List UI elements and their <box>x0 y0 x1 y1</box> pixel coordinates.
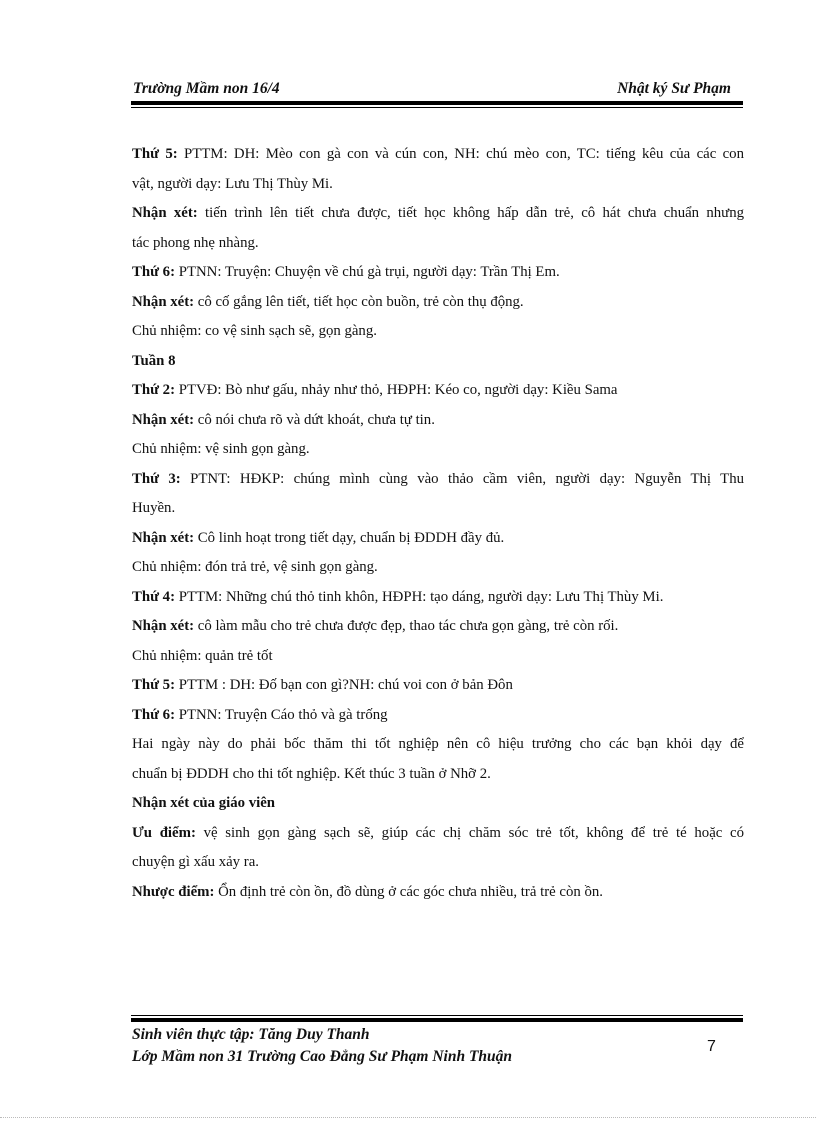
diary-line <box>132 819 744 849</box>
page-bottom-dotted-edge <box>0 1117 816 1118</box>
diary-line <box>132 317 744 347</box>
diary-line-text: chuẩn bị ĐDDH cho thi tốt nghiệp. Kết thúc 3 tuần ở Nhỡ 2. <box>132 765 491 782</box>
diary-line <box>132 494 744 524</box>
diary-line <box>132 760 744 790</box>
diary-line-label: Thứ 5: <box>132 146 178 162</box>
diary-body <box>132 140 744 907</box>
footer-rule-thin <box>131 1015 743 1016</box>
diary-line <box>132 878 744 908</box>
diary-line-label: Thứ 3: <box>132 470 181 487</box>
diary-line <box>132 258 744 288</box>
diary-line <box>132 170 744 200</box>
diary-line-text: cô cố gắng lên tiết, tiết học còn buồn, trẻ còn thụ động. <box>194 293 524 310</box>
diary-line-text: PTNT: HĐKP: chúng mình cùng vào thảo cầm viên, người dạy: Nguyễn Thị Thu <box>180 470 744 487</box>
diary-line <box>132 583 744 613</box>
header-rule-thin <box>131 107 743 108</box>
diary-line-text: PTTM : DH: Đố bạn con gì?NH: chú voi con ở bản Đôn <box>175 677 513 693</box>
diary-line <box>132 199 744 229</box>
diary-line <box>132 524 744 554</box>
header-document-title: Nhật ký Sư Phạm <box>617 80 731 97</box>
diary-line <box>132 701 744 731</box>
diary-line-text: Chủ nhiệm: vệ sinh gọn gàng. <box>132 441 310 457</box>
diary-line-label: Thứ 4: <box>132 588 176 605</box>
diary-line <box>132 848 744 878</box>
footer-student-name: Sinh viên thực tập: Tăng Duy Thanh <box>132 1026 370 1043</box>
diary-line-text: Huyền. <box>132 500 176 516</box>
diary-line-text: Cô linh hoạt trong tiết dạy, chuẩn bị ĐDDH đầy đủ. <box>194 529 505 546</box>
diary-line-label: Thứ 6: <box>132 706 176 723</box>
diary-line <box>132 465 744 495</box>
diary-line-label: Nhận xét của giáo viên <box>132 795 276 811</box>
diary-line <box>132 730 744 760</box>
diary-line-text: vệ sinh gọn gàng sạch sẽ, giúp các chị chăm sóc trẻ tốt, không để trẻ té hoặc có <box>195 824 744 841</box>
diary-line <box>132 671 744 701</box>
page-footer <box>132 1024 512 1068</box>
page-number: 7 <box>707 1038 716 1055</box>
footer-class-school: Lớp Mầm non 31 Trường Cao Đẳng Sư Phạm Ninh Thuận <box>132 1048 513 1065</box>
diary-line-text: Chủ nhiệm: co vệ sinh sạch sẽ, gọn gàng. <box>132 323 377 339</box>
diary-line <box>132 376 744 406</box>
diary-line-text: PTVĐ: Bò như gấu, nhảy như thỏ, HĐPH: Kéo co, người dạy: Kiều Sama <box>175 382 618 398</box>
diary-line-label: Nhận xét: <box>132 411 195 428</box>
diary-line-label: Nhược điểm: <box>132 883 215 900</box>
header-school-name: Trường Mầm non 16/4 <box>133 80 280 97</box>
diary-line-text: Chủ nhiệm: đón trả trẻ, vệ sinh gọn gàng. <box>132 559 378 575</box>
diary-line-text: Chủ nhiệm: quản trẻ tốt <box>132 647 273 664</box>
diary-line-label: Tuần 8 <box>132 352 176 369</box>
diary-line-text: tiến trình lên tiết chưa được, tiết học không hấp dẫn trẻ, cô hát chưa chuẩn nhưng <box>197 205 744 221</box>
diary-line <box>132 789 744 819</box>
diary-line-label: Thứ 5: <box>132 677 176 693</box>
diary-line-label: Nhận xét: <box>132 529 195 546</box>
diary-line-text: PTTM: DH: Mèo con gà con và cún con, NH: chú mèo con, TC: tiếng kêu của các con <box>177 146 744 162</box>
diary-line-text: PTNN: Truyện Cáo thỏ và gà trống <box>175 706 388 723</box>
diary-line-text: PTTM: Những chú thỏ tinh khôn, HĐPH: tạo dáng, người dạy: Lưu Thị Thùy Mi. <box>175 588 664 605</box>
diary-line <box>132 347 744 377</box>
footer-rule-thick <box>131 1018 743 1022</box>
diary-line-label: Nhận xét: <box>132 618 195 634</box>
diary-line-label: Thứ 6: <box>132 264 176 280</box>
diary-line <box>132 288 744 318</box>
diary-line <box>132 229 744 259</box>
diary-line-label: Nhận xét: <box>132 293 195 310</box>
diary-line-label: Thứ 2: <box>132 382 176 398</box>
diary-line <box>132 406 744 436</box>
diary-line-text: tác phong nhẹ nhàng. <box>132 234 259 251</box>
diary-line-text: Hai ngày này do phải bốc thăm thi tốt nghiệp nên cô hiệu trưởng cho các bạn khỏi dạy để <box>132 736 744 752</box>
diary-line <box>132 642 744 672</box>
diary-line <box>132 435 744 465</box>
diary-line-text: PTNN: Truyện: Chuyện về chú gà trụi, người dạy: Trần Thị Em. <box>175 264 560 280</box>
diary-line <box>132 553 744 583</box>
diary-line-text: Ổn định trẻ còn ồn, đồ dùng ở các góc chưa nhiều, trả trẻ còn ồn. <box>214 883 603 900</box>
diary-line-text: cô làm mẫu cho trẻ chưa được đẹp, thao tác chưa gọn gàng, trẻ còn rối. <box>194 618 619 634</box>
diary-line <box>132 612 744 642</box>
diary-line <box>132 140 744 170</box>
header-rule-thick <box>131 101 743 105</box>
diary-line-label: Nhận xét: <box>132 205 198 221</box>
diary-line-text: chuyện gì xấu xảy ra. <box>132 854 259 870</box>
diary-line-text: vật, người dạy: Lưu Thị Thùy Mi. <box>132 175 333 192</box>
diary-line-label: Ưu điểm: <box>132 824 196 841</box>
page-header <box>131 80 743 100</box>
diary-line-text: cô nói chưa rõ và dứt khoát, chưa tự tin. <box>194 411 435 428</box>
